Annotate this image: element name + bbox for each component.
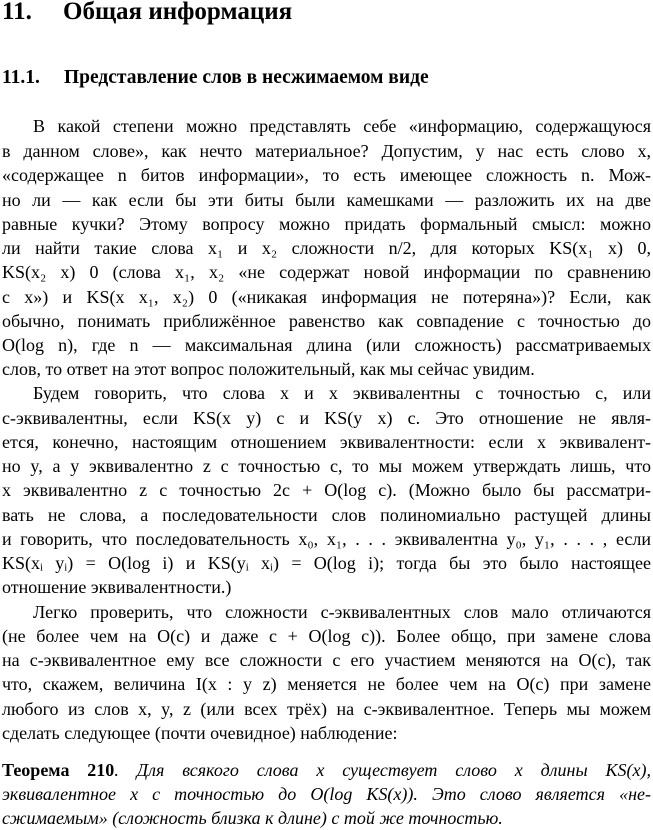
theorem-line [2, 782, 651, 806]
text-line: KS(xᵢ yᵢ) = O(log i) и KS(yᵢ xᵢ) = O(log i); тогда бы это было настоящее [2, 553, 651, 573]
subsection-heading [2, 64, 429, 92]
text-line: x эквивалентно z с точностью 2c + O(log c). (Можно было бы рассматри- [2, 480, 651, 500]
text-line: Легко проверить, что сложности c-эквивалентных слов мало отличаются [33, 602, 651, 622]
section-title: Общая информация [63, 0, 293, 25]
text-line: c-эквивалентны, если KS(x y) c и KS(y x) c. Это отношение не явля- [2, 408, 651, 428]
subsection-title: Представление слов в несжимаемом виде [64, 67, 429, 88]
text-line: KS(x₂ x) 0 (слова x₁, x₂ «не содержат новой информации по сравнению [2, 262, 651, 282]
text-line: Будем говорить, что слова x и x эквивалентны с точностью c, или [33, 383, 651, 403]
text-line: ется, конечно, настоящим отношением эквивалентности: если x эквивалент- [2, 432, 651, 452]
section-heading [2, 0, 292, 30]
text-line: отношение эквивалентности.) [2, 577, 232, 597]
text-line: сделать следующее (почти очевидное) наблюдение: [2, 723, 398, 743]
text-line: ли найти такие слова x₁ и x₂ сложности n/2, для которых KS(x₁ x) 0, [2, 238, 651, 258]
theorem-text: эквивалентное x с точностью до O(log KS(x)). Это слово является «не- [2, 784, 651, 804]
subsection-number: 11.1. [2, 67, 40, 88]
text-line: O(log n), где n — максимальная длина (или сложность) рассматриваемых [2, 335, 651, 355]
text-line: на c-эквивалентное ему все сложности с его участием меняются на O(c), так [2, 650, 651, 670]
theorem-text: . Для всякого слова x существует слово x длины KS(x), [114, 760, 651, 780]
text-line: равные кучки? Этому вопросу можно придать формальный смысл: можно [2, 214, 651, 234]
theorem-line [2, 806, 651, 830]
text-line: (не более чем на O(c) и даже c + O(log c)). Более общо, при замене слова [2, 626, 651, 646]
text-line: «содержащее n битов информации», то есть имеющее сложность n. Мож- [2, 165, 651, 185]
section-number: 11. [2, 0, 32, 25]
text-line: вать не слова, а последовательности слов полиномиально растущей длины [2, 505, 651, 525]
text-line: слов, то ответ на этот вопрос положительный, как мы сейчас увидим. [2, 359, 535, 379]
theorem-text: сжимаемым» (сложность близка к длине) с той же точностью. [2, 808, 503, 828]
text-line: с x») и KS(x x₁, x₂) 0 («никакая информация не потеряна»)? Если, как [2, 287, 651, 307]
text-line: но y, а y эквивалентно z с точностью c, то мы можем утверждать лишь, что [2, 456, 651, 476]
text-line: обычно, понимать приближённое равенство как совпадение с точностью до [2, 311, 651, 331]
text-line: что, скажем, величина I(x : y z) меняется не более чем на O(c) при замене [2, 674, 651, 694]
text-line: но ли — как если бы эти биты были камешками — разложить их на две [2, 190, 651, 210]
theorem-label: Теорема 210 [2, 760, 115, 780]
text-line: в данном слове», как нечто материальное? Допустим, у нас есть слово x, [2, 141, 651, 161]
text-line: и говорить, что последовательность x₀, x₁, . . . эквивалентна y₀, y₁, . . . , если [2, 529, 651, 549]
text-line: В какой степени можно представлять себе «информацию, содержащуюся [33, 116, 651, 136]
text-line: любого из слов x, y, z (или всех трёх) на c-эквивалентное. Теперь мы можем [2, 699, 651, 719]
theorem-line [2, 758, 651, 782]
